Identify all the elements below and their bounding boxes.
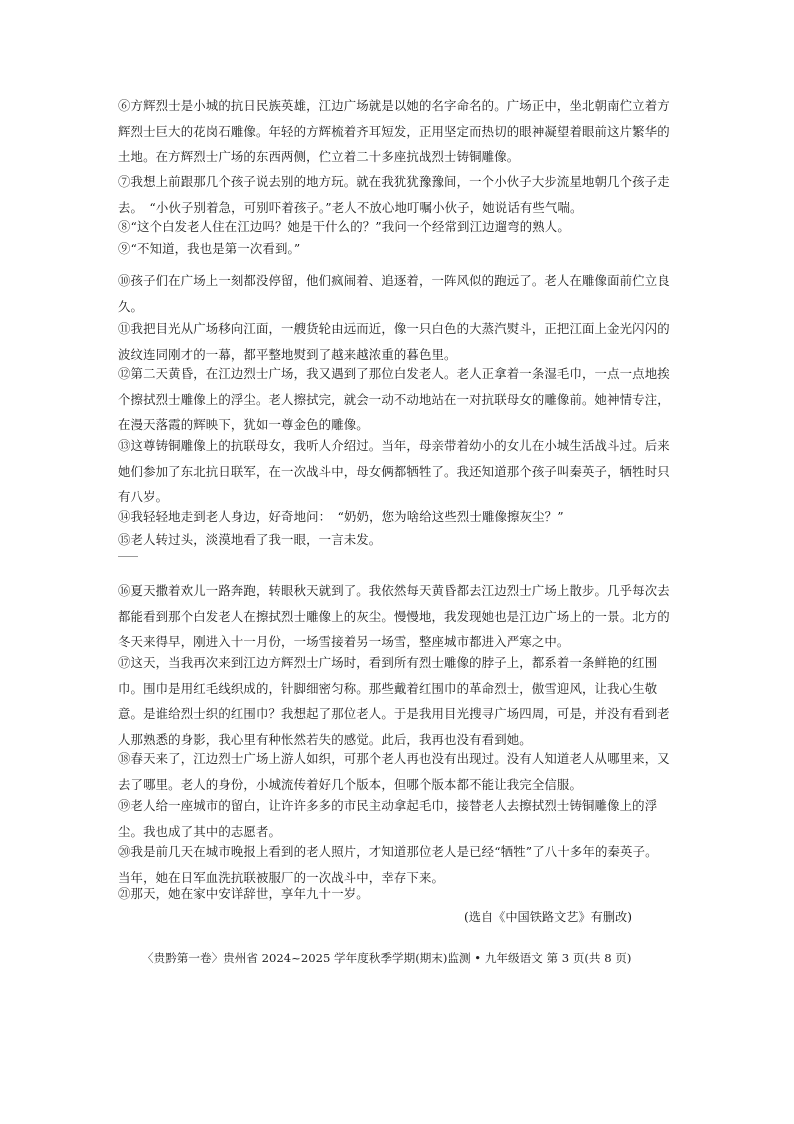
paragraph-13: ⑬这尊铸铜雕像上的抗联母女，我听人介绍过。当年，母亲带着幼小的女儿在小城生活战斗过。后来她们参加了东北抗日联军，在一次战斗中，母女俩都牺牲了。我还知道那个孩子叫秦英子，牺牲时只有八岁。 xyxy=(118,438,670,504)
section-divider xyxy=(118,556,138,557)
page-footer: 〈贵黔第一卷〉贵州省 2024~2025 学年度秋季学期(期末)监测 • 九年级语文 第 3 页(共 8 页) xyxy=(142,951,632,965)
paragraph-8: ⑧“这个白发老人住在江边吗？她是干什么的？”我问一个经常到江边遛弯的熟人。 xyxy=(118,219,570,234)
paragraph-14: ⑭我轻轻地走到老人身边，好奇地问： “奶奶，您为啥给这些烈士雕像擦灰尘？” xyxy=(118,509,564,524)
paragraph-16: ⑯夏天撒着欢儿一路奔跑，转眼秋天就到了。我依然每天黄昏都去江边烈士广场上散步。几乎每次去都能看到那个白发老人在擦拭烈士雕像上的灰尘。慢慢地，我发现她也是江边广场上的一景。北方的冬天来得早，刚进入十一月份，一场雪接着另一场雪，整座城市都进入严寒之中。 xyxy=(118,583,670,649)
paragraph-6: ⑥方辉烈士是小城的抗日民族英雄，江边广场就是以她的名字命名的。广场正中，坐北朝南伫立着方辉烈士巨大的花岗石雕像。年轻的方辉梳着齐耳短发，正用坚定而热切的眼神凝望着眼前这片繁华的土地。在方辉烈士广场的东西两侧，伫立着二十多座抗战烈士铸铜雕像。 xyxy=(118,98,670,164)
paragraph-19: ⑲老人给一座城市的留白，让许许多多的市民主动拿起毛巾，接替老人去擦拭烈士铸铜雕像上的浮尘。我也成了其中的志愿者。 xyxy=(118,798,658,839)
paragraph-15: ⑮老人转过头，淡漠地看了我一眼，一言未发。 xyxy=(118,532,382,547)
paragraph-12: ⑫第二天黄昏，在江边烈士广场，我又遇到了那位白发老人。老人正拿着一条湿毛巾，一点一点地挨个擦拭烈士雕像上的浮尘。老人擦拭完，就会一动不动地站在一对抗联母女的雕像前。她神情专注，在漫天落霞的辉映下，犹如一尊金色的雕像。 xyxy=(118,366,670,432)
paragraph-20: ⑳我是前几天在城市晚报上看到的老人照片，才知道那位老人是已经“牺牲”了八十多年的秦英子。当年，她在日军血洗抗联被服厂的一次战斗中，幸存下来。 xyxy=(118,844,658,885)
paragraph-11: ⑪我把目光从广场移向江面，一艘货轮由远而近，像一只白色的大蒸汽熨斗，正把江面上金光闪闪的波纹连同刚才的一幕，都平整地熨到了越来越浓重的暮色里。 xyxy=(118,321,670,362)
paragraph-21: ㉑那天，她在家中安详辞世，享年九十一岁。 xyxy=(118,886,369,901)
paragraph-7: ⑦我想上前跟那几个孩子说去别的地方玩。就在我犹犹豫豫间，一个小伙子大步流星地朝几个孩子走去。 “小伙子别着急，可别吓着孩子。”老人不放心地叮嘱小伙子，她说话有些气喘。 xyxy=(118,174,670,215)
paragraph-18: ⑱春天来了，江边烈士广场上游人如织，可那个老人再也没有出现过。没有人知道老人从哪里来，又去了哪里。老人的身份，小城流传着好几个版本，但哪个版本都不能让我完全信服。 xyxy=(118,751,670,792)
paragraph-17: ⑰这天，当我再次来到江边方辉烈士广场时，看到所有烈士雕像的脖子上，都系着一条鲜艳的红围巾。围巾是用红毛线织成的，针脚细密匀称。那些戴着红围巾的革命烈士，傲雪迎风，让我心生敬意。是谁给烈士织的红围巾？我想起了那位老人。于是我用目光搜寻广场四周，可是，并没有看到老人那熟悉的身影，我心里有种怅然若失的感觉。此后，我再也没有看到她。 xyxy=(118,655,670,747)
paragraph-10: ⑩孩子们在广场上一刻都没停留，他们疯闹着、追逐着，一阵风似的跑远了。老人在雕像面前伫立良久。 xyxy=(118,273,670,314)
source-citation: (选自《中国铁路文艺》有删改) xyxy=(464,910,632,924)
paragraph-9: ⑨“不知道，我也是第一次看到。” xyxy=(118,241,301,256)
